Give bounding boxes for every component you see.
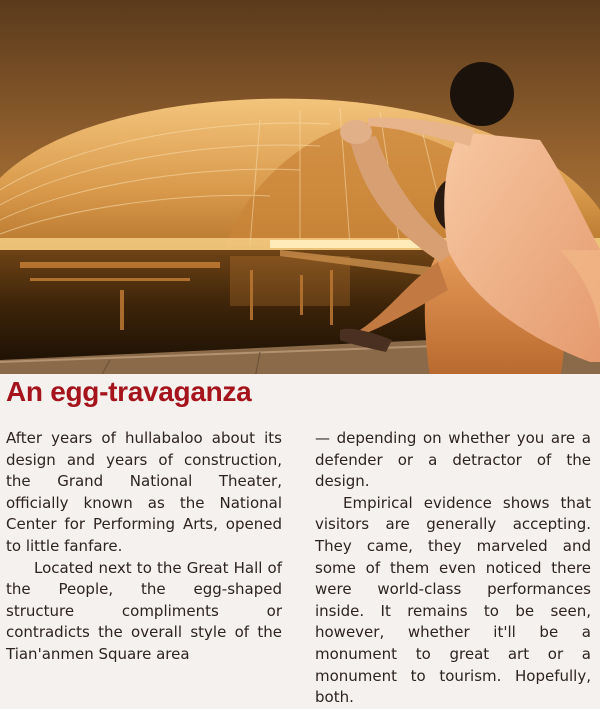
article-body	[6, 428, 591, 709]
headline: An egg-travaganza	[6, 376, 252, 407]
column-left	[6, 428, 282, 709]
paragraph: Located next to the Great Hall of the People, the egg-shaped structure compliments or contradicts the overall style of the Tian'anmen Square area	[6, 558, 282, 663]
paragraph: After years of hullabaloo about its design and years of construction, the Grand National Theater, officially known as the National Center for Performing Arts, opened to little fanfare.	[6, 429, 282, 555]
paragraph: Empirical evidence shows that visitors are generally accepting. They came, they marveled and some of them even noticed there were world-class performances inside. It remains to be seen, however, whether it'll be a monument to great art or a monument to tourism. Hopefully, both.	[315, 493, 591, 707]
column-right	[315, 428, 591, 709]
paragraph: — depending on whether you are a defender or a detractor of the design.	[315, 429, 591, 491]
